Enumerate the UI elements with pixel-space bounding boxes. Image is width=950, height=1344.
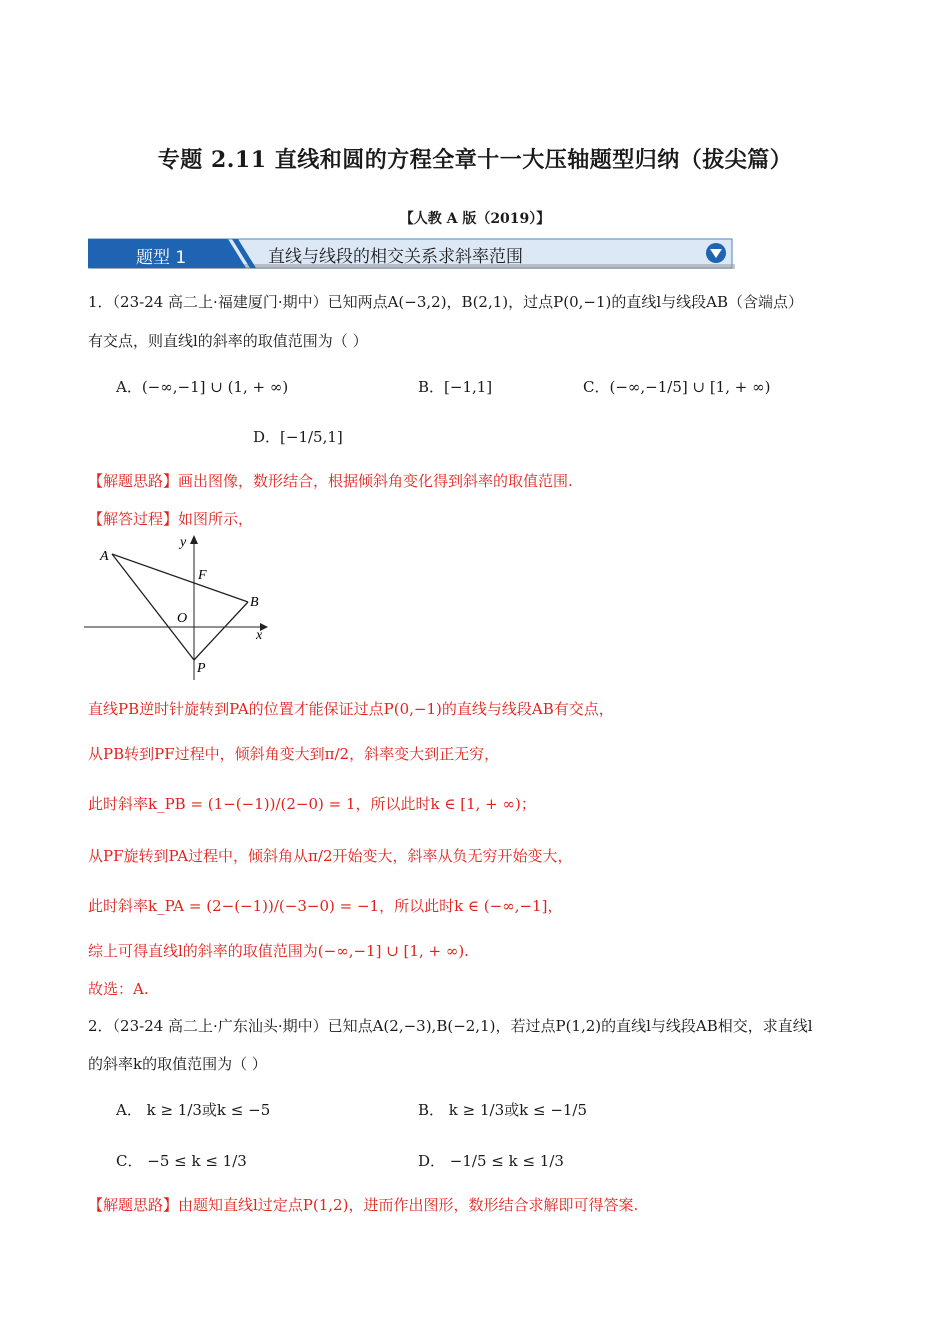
q1-choice-c: C．(−∞,−1/5] ∪ [1, + ∞)	[583, 378, 771, 396]
q1-stem-line1: 1．（23-24 高二上·福建厦门·期中）已知两点A(−3,2)，B(2,1)，过点P(0,−1)的直线l与线段AB（含端点）	[88, 293, 804, 311]
q1-step-2: 从PB转到PF过程中，倾斜角变大到π/2，斜率变大到正无穷，	[88, 745, 500, 763]
figure-label-o: O	[177, 611, 188, 626]
section-heading: 直线与线段的相交关系求斜率范围	[268, 247, 523, 267]
section-tag: 题型 1	[136, 248, 187, 268]
q1-figure	[84, 532, 284, 686]
q1-choice-a: A．(−∞,−1] ∪ (1, + ∞)	[116, 378, 289, 396]
figure-label-a: A	[100, 549, 109, 564]
q2-choice-c: C． −5 ≤ k ≤ 1/3	[116, 1152, 247, 1170]
q2-choice-a: A． k ≥ 1/3或k ≤ −5	[116, 1101, 271, 1119]
page-title: 专题 2.11 直线和圆的方程全章十一大压轴题型归纳（拔尖篇）	[157, 147, 793, 173]
edition-label: 【人教 A 版（2019）】	[399, 211, 551, 227]
q2-choice-b: B． k ≥ 1/3或k ≤ −1/5	[418, 1101, 588, 1119]
q1-answer: 故选：A.	[88, 980, 149, 998]
q1-idea: 【解题思路】画出图像，数形结合，根据倾斜角变化得到斜率的取值范围.	[88, 472, 573, 490]
figure-label-p: P	[197, 661, 206, 676]
figure-label-b: B	[250, 595, 259, 610]
figure-axis-x: x	[256, 628, 263, 643]
q2-stem-line2: 的斜率k的取值范围为（ ）	[88, 1055, 267, 1073]
q2-choice-d: D． −1/5 ≤ k ≤ 1/3	[418, 1152, 564, 1170]
q1-step-1: 直线PB逆时针旋转到PA的位置才能保证过点P(0,−1)的直线与线段AB有交点，	[88, 700, 614, 718]
q2-idea: 【解题思路】由题知直线l过定点P(1,2)，进而作出图形，数形结合求解即可得答案.	[88, 1196, 639, 1214]
q1-choice-d: D．[−1/5,1]	[253, 428, 343, 446]
q1-stem-line2: 有交点，则直线l的斜率的取值范围为（ ）	[88, 332, 368, 350]
q1-step-6: 综上可得直线l的斜率的取值范围为(−∞,−1] ∪ [1, + ∞).	[88, 942, 469, 960]
q1-figure-svg	[84, 532, 284, 682]
section-banner	[88, 238, 736, 270]
q1-process-heading: 【解答过程】如图所示，	[88, 510, 254, 528]
q1-step-4: 从PF旋转到PA过程中，倾斜角从π/2开始变大，斜率从负无穷开始变大，	[88, 847, 573, 865]
figure-label-f: F	[198, 568, 207, 583]
q1-choice-b: B．[−1,1]	[418, 378, 493, 396]
q1-step-5: 此时斜率k_PA = (2−(−1))/(−3−0) = −1，所以此时k ∈ (−∞,−1]，	[88, 897, 563, 915]
q2-stem-line1: 2．（23-24 高二上·广东汕头·期中）已知点A(2,−3),B(−2,1)，若过点P(1,2)的直线l与线段AB相交，求直线l	[88, 1017, 813, 1035]
q1-step-3: 此时斜率k_PB = (1−(−1))/(2−0) = 1，所以此时k ∈ [1, + ∞)；	[88, 795, 536, 813]
figure-axis-y: y	[180, 535, 187, 550]
